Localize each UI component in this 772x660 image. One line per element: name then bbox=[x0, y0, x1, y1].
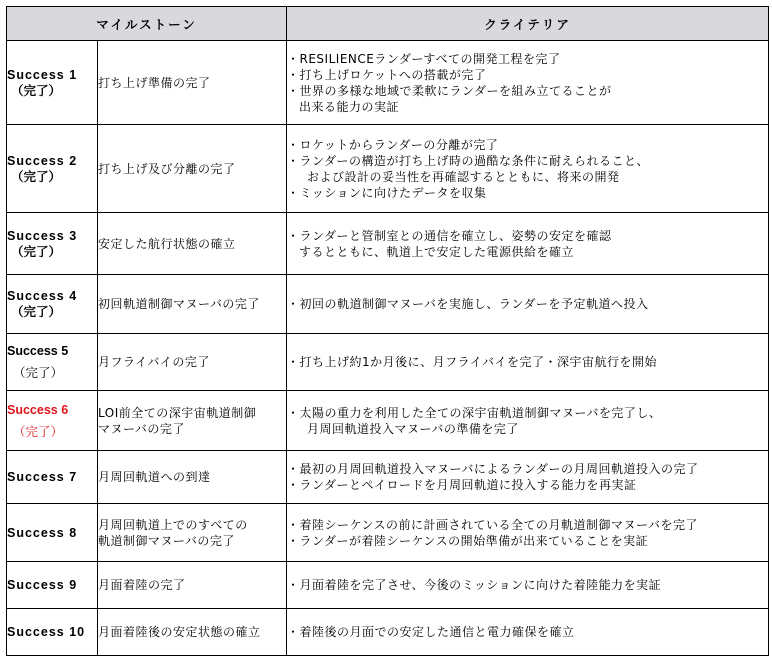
milestone-id: Success 2 bbox=[7, 153, 78, 168]
milestone-id: Success 3 bbox=[7, 228, 78, 243]
milestone-criteria bbox=[287, 504, 769, 562]
milestone-name: 初回軌道制御マヌーバの完了 bbox=[98, 275, 287, 334]
milestone-id: Success 5 bbox=[7, 344, 69, 358]
criteria-line: ・打ち上げロケットへの搭載が完了 bbox=[287, 67, 487, 82]
criteria-line: ・ランダーが着陸シーケンスの開始準備が出来ていることを実証 bbox=[287, 533, 649, 548]
table-row bbox=[7, 562, 769, 609]
milestone-name: 月面着陸後の安定状態の確立 bbox=[98, 609, 287, 656]
criteria-line: ・ランダーと管制室との通信を確立し、姿勢の安定を確認 bbox=[287, 228, 612, 243]
milestone-criteria bbox=[287, 562, 769, 609]
criteria-line: 出来る能力の実証 bbox=[299, 99, 400, 114]
milestone-name: 打ち上げ準備の完了 bbox=[98, 41, 287, 125]
milestone-name: 安定した航行状態の確立 bbox=[98, 213, 287, 275]
criteria-line: および設計の妥当性を再確認するとともに、将来の開発 bbox=[307, 169, 620, 184]
milestone-criteria bbox=[287, 334, 769, 391]
criteria-line: ・ロケットからランダーの分離が完了 bbox=[287, 137, 499, 152]
milestone-id-cell bbox=[7, 504, 98, 562]
milestone-name: 月面着陸の完了 bbox=[98, 562, 287, 609]
milestone-name-line: LOI前全ての深宇宙軌道制御 bbox=[98, 405, 257, 420]
table-row bbox=[7, 275, 769, 334]
milestone-status: （完了） bbox=[11, 244, 62, 259]
milestone-criteria bbox=[287, 275, 769, 334]
table-row bbox=[7, 504, 769, 562]
criteria-line: ・打ち上げ約1か月後に、月フライバイを完了・深宇宙航行を開始 bbox=[287, 355, 658, 369]
milestone-id-cell bbox=[7, 451, 98, 504]
table-row bbox=[7, 451, 769, 504]
criteria-line: ・ミッションに向けたデータを収集 bbox=[287, 185, 487, 200]
milestone-id-cell bbox=[7, 275, 98, 334]
milestone-id-cell bbox=[7, 391, 98, 451]
table-row bbox=[7, 125, 769, 213]
milestone-id: Success 8 bbox=[7, 525, 78, 540]
milestone-id: Success 1 bbox=[7, 67, 78, 82]
table-row bbox=[7, 213, 769, 275]
milestone-name: 打ち上げ及び分離の完了 bbox=[98, 125, 287, 213]
milestone-id: Success 7 bbox=[7, 470, 78, 484]
milestone-id-cell bbox=[7, 125, 98, 213]
table-row bbox=[7, 334, 769, 391]
table-row bbox=[7, 609, 769, 656]
milestone-name-line: 軌道制御マヌーバの完了 bbox=[98, 533, 235, 548]
milestone-status: （完了） bbox=[13, 366, 64, 380]
milestone-id: Success 4 bbox=[7, 289, 78, 303]
milestone-name: 月周回軌道への到達 bbox=[98, 451, 287, 504]
criteria-line: ・世界の多様な地域で柔軟にランダーを組み立てることが bbox=[287, 83, 612, 98]
criteria-line: ・初回の軌道制御マヌーバを実施し、ランダーを予定軌道へ投入 bbox=[287, 297, 649, 311]
criteria-line: ・最初の月周回軌道投入マヌーバによるランダーの月周回軌道投入の完了 bbox=[287, 462, 699, 476]
milestone-criteria bbox=[287, 125, 769, 213]
milestone-id-cell bbox=[7, 609, 98, 656]
milestone-id-cell bbox=[7, 562, 98, 609]
milestone-id-cell bbox=[7, 213, 98, 275]
milestone-header: マイルストーン bbox=[7, 7, 287, 41]
criteria-line: ・ランダーの構造が打ち上げ時の過酷な条件に耐えられること、 bbox=[287, 153, 650, 168]
milestone-criteria bbox=[287, 41, 769, 125]
milestone-criteria bbox=[287, 609, 769, 656]
table-row bbox=[7, 391, 769, 451]
criteria-line: 月周回軌道投入マヌーバの準備を完了 bbox=[307, 421, 519, 436]
milestone-id: Success 6 bbox=[7, 402, 69, 417]
table-row bbox=[7, 41, 769, 125]
milestone-name bbox=[98, 391, 287, 451]
milestone-status: （完了） bbox=[11, 83, 62, 98]
milestone-id-cell bbox=[7, 334, 98, 391]
milestone-criteria bbox=[287, 391, 769, 451]
milestone-status: （完了） bbox=[11, 169, 62, 184]
milestone-name-line: マヌーバの完了 bbox=[98, 421, 185, 436]
criteria-line: ・太陽の重力を利用した全ての深宇宙軌道制御マヌーバを完了し、 bbox=[287, 405, 662, 420]
milestone-name: 月フライバイの完了 bbox=[98, 334, 287, 391]
criteria-line: ・着陸後の月面での安定した通信と電力確保を確立 bbox=[287, 625, 575, 639]
milestone-status: （完了） bbox=[11, 305, 62, 319]
milestone-name bbox=[98, 504, 287, 562]
milestone-id: Success 9 bbox=[7, 578, 78, 592]
criteria-line: ・RESILIENCEランダーすべての開発工程を完了 bbox=[287, 51, 561, 66]
criteria-line: するとともに、軌道上で安定した電源供給を確立 bbox=[299, 244, 575, 259]
header-row bbox=[7, 7, 769, 41]
milestone-status: （完了） bbox=[13, 424, 64, 439]
criteria-line: ・ランダーとペイロードを月周回軌道に投入する能力を再実証 bbox=[287, 478, 637, 492]
milestone-criteria bbox=[287, 213, 769, 275]
milestone-id-cell bbox=[7, 41, 98, 125]
milestone-table bbox=[6, 6, 769, 656]
milestone-id: Success 10 bbox=[7, 625, 86, 639]
criteria-line: ・着陸シーケンスの前に計画されている全ての月軌道制御マヌーバを完了 bbox=[287, 517, 698, 532]
milestone-criteria bbox=[287, 451, 769, 504]
criteria-line: ・月面着陸を完了させ、今後のミッションに向けた着陸能力を実証 bbox=[287, 578, 662, 592]
criteria-header: クライテリア bbox=[287, 7, 769, 41]
milestone-name-line: 月周回軌道上でのすべての bbox=[98, 517, 248, 532]
